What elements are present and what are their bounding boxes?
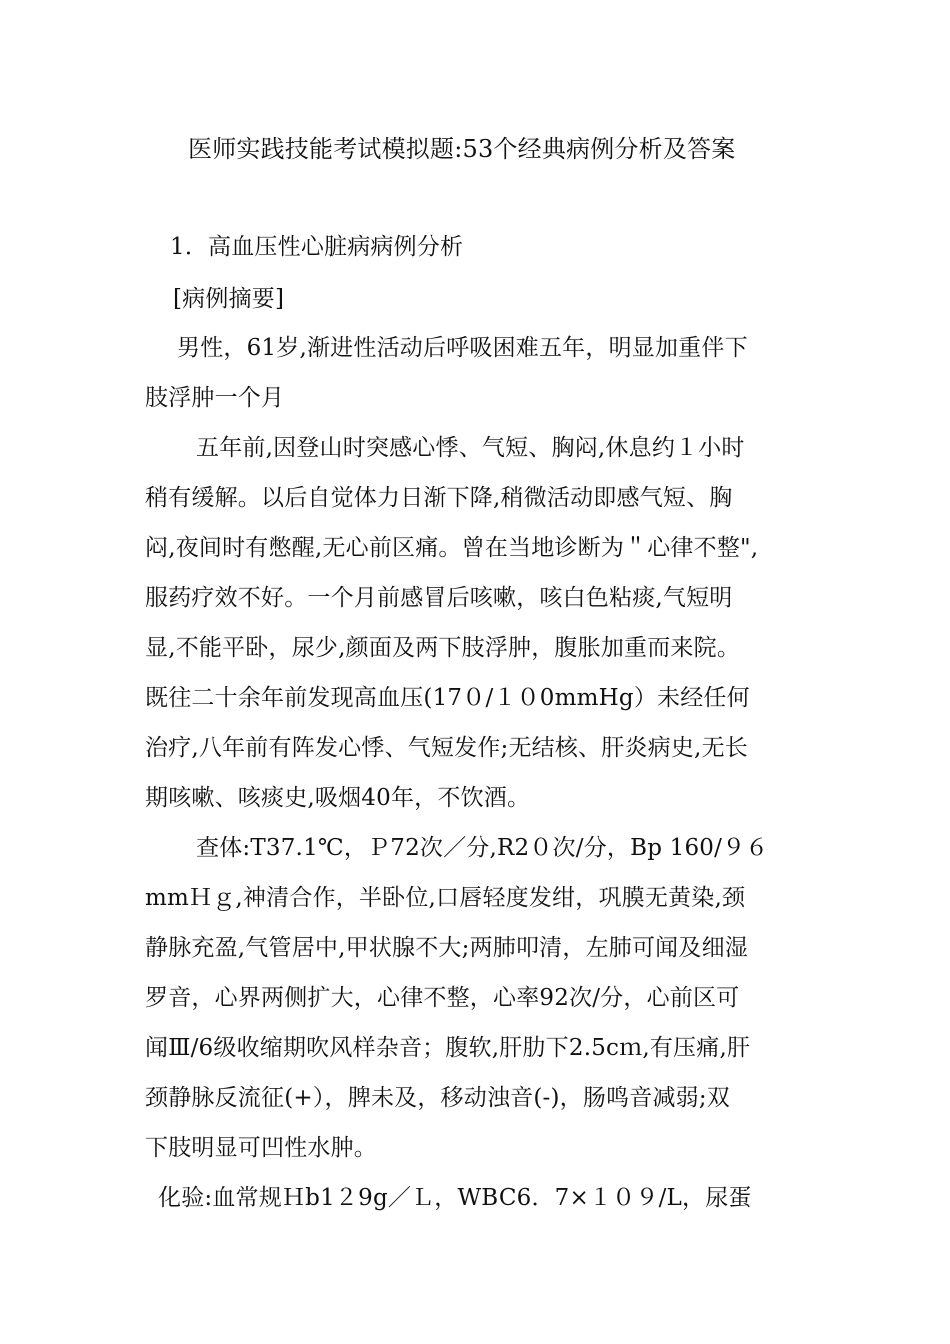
- paragraph-line: mmＨｇ,神清合作，半卧位,口唇轻度发绀，巩膜无黄染,颈: [145, 885, 746, 911]
- paragraph-line: 化验:血常规Ｈb1２9g／Ｌ，WBC6．7×１０９/L，尿蛋: [158, 1185, 752, 1211]
- paragraph-line: 查体:T37.1℃，Ｐ72次／分,R2０次/分，Bp 160/９６: [196, 835, 769, 861]
- paragraph-line: 颈静脉反流征(+），脾未及，移动浊音(-)，肠鸣音减弱;双: [145, 1085, 731, 1111]
- paragraph-line: 显,不能平卧，尿少,颜面及两下肢浮肿，腹胀加重而来院。: [145, 635, 741, 661]
- paragraph-line: 治疗,八年前有阵发心悸、气短发作;无结核、肝炎病史,无长: [145, 735, 748, 761]
- paragraph-line: 稍有缓解。以后自觉体力日渐下降,稍微活动即感气短、胸: [145, 485, 733, 511]
- paragraph-line: 肢浮肿一个月: [145, 385, 285, 411]
- paragraph-line: 五年前,因登山时突感心悸、气短、胸闷,休息约１小时: [196, 435, 745, 461]
- section-heading: 1．高血压性心脏病病例分析: [170, 234, 464, 260]
- section-subheading: [病例摘要]: [173, 286, 285, 312]
- paragraph-line: 罗音，心界两侧扩大，心律不整，心率92次/分，心前区可: [145, 985, 740, 1011]
- paragraph-line: 闷,夜间时有憋醒,无心前区痛。曾在当地诊断为＂心律不整",: [145, 535, 759, 561]
- paragraph-line: 下肢明显可凹性水肿。: [145, 1135, 377, 1161]
- paragraph-line: 闻Ⅲ/6级收缩期吹风样杂音；腹软,肝肋下2.5cｍ,有压痛,肝: [145, 1035, 751, 1061]
- paragraph-line: 服药疗效不好。一个月前感冒后咳嗽，咳白色粘痰,气短明: [145, 585, 733, 611]
- document-title: 医师实践技能考试模拟题:53个经典病例分析及答案: [188, 135, 736, 163]
- paragraph-line: 静脉充盈,气管居中,甲状腺不大;两肺叩清，左肺可闻及细湿: [145, 935, 748, 961]
- paragraph-line: 男性，61岁,渐进性活动后呼吸困难五年，明显加重伴下: [177, 335, 748, 361]
- paragraph-line: 期咳嗽、咳痰史,吸烟40年，不饮酒。: [145, 785, 531, 811]
- paragraph-line: 既往二十余年前发现高血压(17０/１０0mmHg）未经任何: [145, 685, 750, 711]
